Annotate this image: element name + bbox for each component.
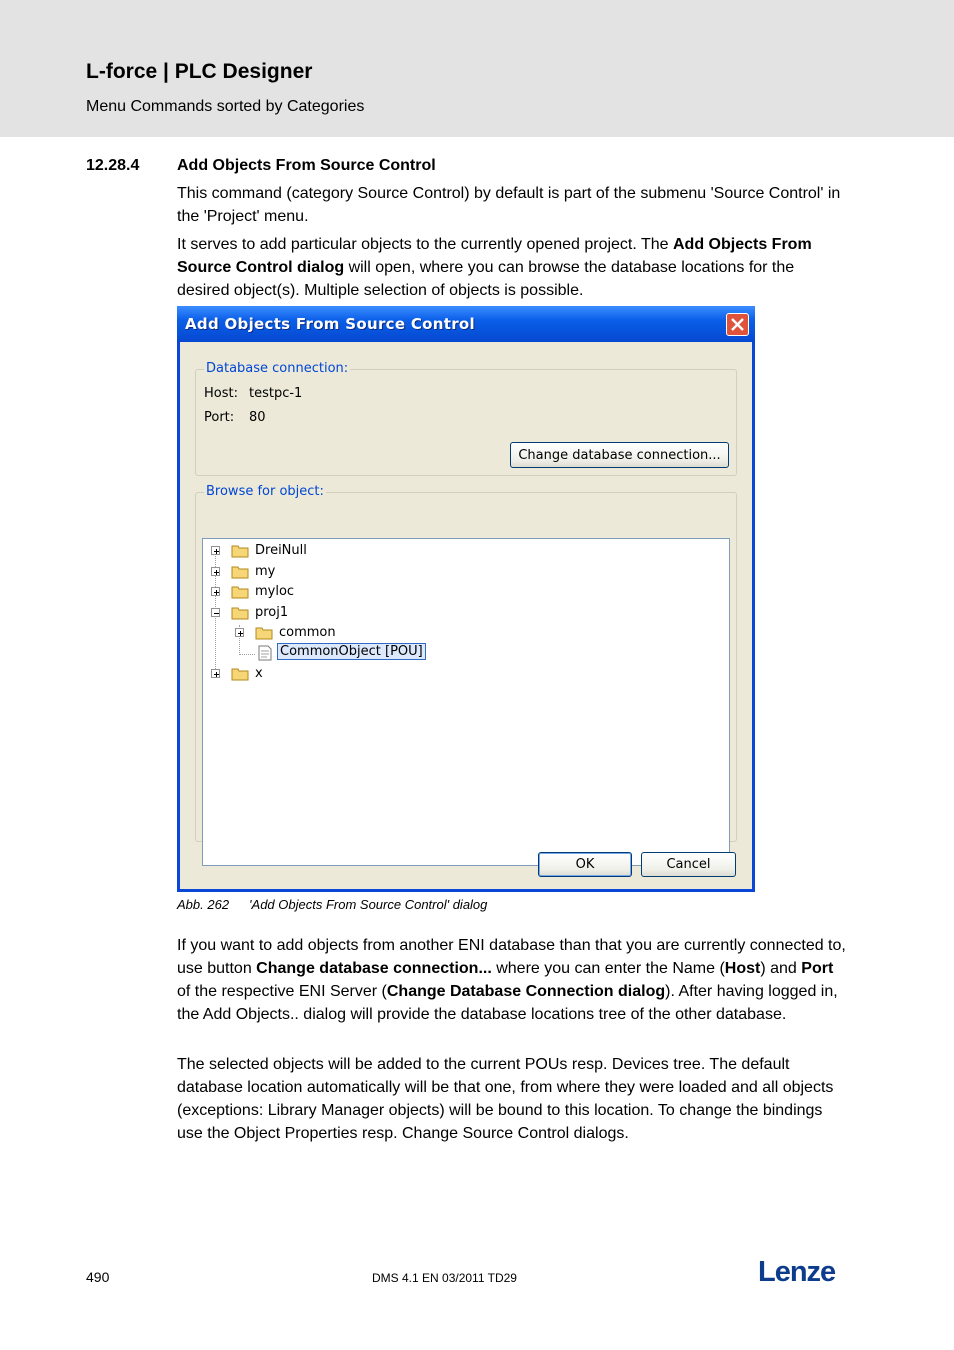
folder-icon [231,667,249,681]
tree-node-label: my [255,564,276,579]
add-objects-dialog [177,306,755,892]
doc-subtitle: Menu Commands sorted by Categories [86,98,365,115]
host-value: testpc-1 [249,386,303,401]
expand-icon[interactable] [211,587,220,596]
folder-open-icon [231,606,249,620]
folder-icon [231,565,249,579]
port-label: Port: [204,410,235,425]
object-tree[interactable] [202,538,730,866]
tree-node-label: common [279,625,336,640]
host-label: Host: [204,386,238,401]
tree-node-label: proj1 [255,605,289,620]
tree-node-label: x [255,666,263,681]
collapse-icon[interactable] [211,608,220,617]
page-header [0,0,954,137]
ok-button[interactable]: OK [538,852,632,877]
expand-icon[interactable] [235,628,244,637]
paragraph-1: This command (category Source Control) by default is part of the submenu 'Source Control' in the 'Project' menu. [177,185,841,225]
folder-icon [231,544,249,558]
dialog-title: Add Objects From Source Control [185,315,475,333]
lenze-logo: Lenze [758,1256,836,1288]
tree-node-label: CommonObject [POU] [277,643,426,660]
doc-reference: DMS 4.1 EN 03/2011 TD29 [372,1271,517,1285]
cancel-button[interactable]: Cancel [641,852,736,877]
close-button[interactable] [726,313,749,336]
dialog-titlebar [177,306,755,342]
section-number: 12.28.4 [86,157,140,174]
database-connection-group [195,361,737,476]
document-icon [257,645,273,661]
expand-icon[interactable] [211,669,220,678]
change-database-connection-button[interactable]: Change database connection... [510,442,729,468]
port-value: 80 [249,410,266,425]
expand-icon[interactable] [211,567,220,576]
browse-for-object-legend: Browse for object: [206,484,324,499]
tree-node-label: DreiNull [255,543,307,558]
figure-caption: Abb. 262 'Add Objects From Source Control' dialog [177,897,488,912]
folder-icon [255,626,273,640]
paragraph-2: It serves to add particular objects to the currently opened project. The Add Objects From Source Control dialog will open, where you can browse the database locations for the desired object(s). Multiple selection of objects is possible. [177,236,812,299]
folder-icon [231,585,249,599]
section-title: Add Objects From Source Control [177,157,436,174]
close-icon [730,317,745,332]
database-connection-legend: Database connection: [206,361,349,376]
paragraph-4: The selected objects will be added to the current POUs resp. Devices tree. The default database location automatically will be that one, from where they were loaded and all objects (exceptions: Library Manager objects) will be bound to this location. To change the bindings use the Object Properties resp. Change Source Control dialogs. [177,1056,834,1142]
dialog-client [180,342,752,889]
page-number: 490 [86,1269,110,1285]
doc-title: L-force | PLC Designer [86,60,313,83]
tree-node-label: myloc [255,584,295,599]
tree-line [239,654,255,655]
paragraph-3: If you want to add objects from another ENI database than that you are currently connected to, use button Change database connection... where you can enter the Name (Host) and Port of the respective ENI Server (Change Database Connection dialog). After having logged in, the Add Objects.. dialog will provide the database locations tree of the other database. [177,937,846,1023]
expand-icon[interactable] [211,546,220,555]
